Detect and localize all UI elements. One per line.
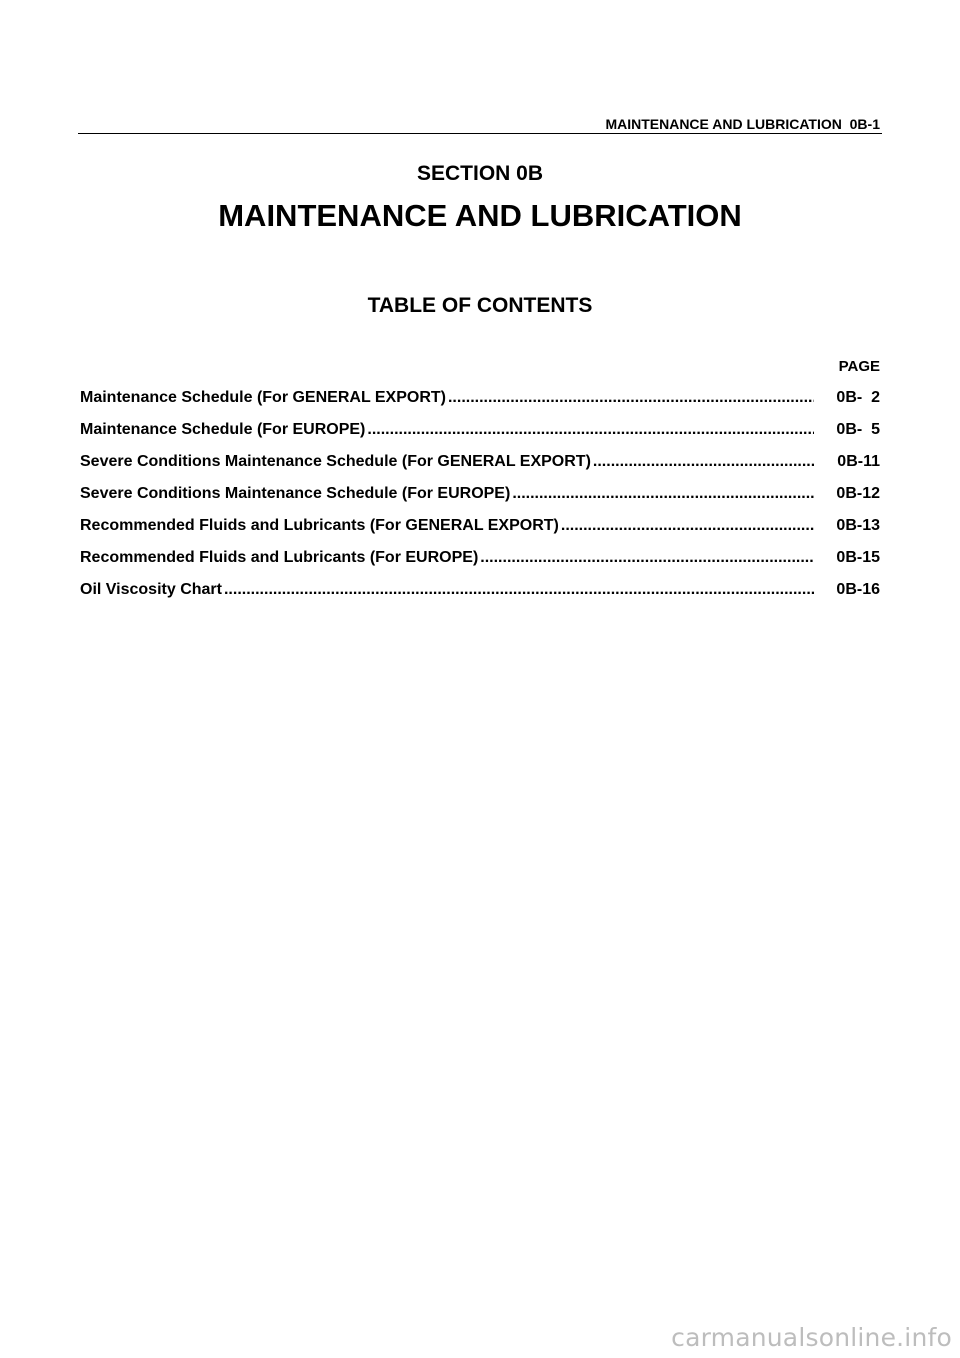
toc-entry-page: 0B-15 — [836, 549, 880, 566]
toc-entry-title: Recommended Fluids and Lubricants (For EUROPE) — [80, 549, 479, 566]
toc-entry-page: 0B- 2 — [836, 389, 880, 406]
toc-title: TABLE OF CONTENTS — [367, 294, 593, 317]
toc-entry-title: Severe Conditions Maintenance Schedule (For GENERAL EXPORT) — [80, 453, 591, 470]
toc-leader-dots — [561, 517, 814, 535]
toc-list — [80, 389, 880, 613]
toc-leader-dots — [593, 453, 814, 471]
toc-entry-page: 0B-12 — [836, 485, 880, 502]
toc-entry-page: 0B-13 — [836, 517, 880, 534]
toc-leader-dots — [224, 581, 814, 599]
section-title: MAINTENANCE AND LUBRICATION — [218, 198, 742, 233]
toc-entry[interactable] — [80, 581, 880, 613]
toc-entry[interactable] — [80, 549, 880, 581]
running-header: MAINTENANCE AND LUBRICATION 0B-1 — [605, 116, 880, 132]
toc-entry-title: Maintenance Schedule (For EUROPE) — [80, 421, 366, 438]
toc-entry[interactable] — [80, 453, 880, 485]
toc-leader-dots — [448, 389, 814, 407]
toc-entry-page: 0B-16 — [836, 581, 880, 598]
toc-entry[interactable] — [80, 389, 880, 421]
toc-entry-title: Severe Conditions Maintenance Schedule (For EUROPE) — [80, 485, 511, 502]
toc-entry-title: Recommended Fluids and Lubricants (For GENERAL EXPORT) — [80, 517, 559, 534]
toc-entry-title: Oil Viscosity Chart — [80, 581, 222, 598]
toc-entry-page: 0B- 5 — [836, 421, 880, 438]
toc-page-column-label: PAGE — [838, 358, 880, 375]
toc-entry[interactable] — [80, 485, 880, 517]
toc-entry[interactable] — [80, 517, 880, 549]
toc-entry-page: 0B-11 — [837, 453, 880, 470]
toc-leader-dots — [367, 421, 814, 439]
section-label: SECTION 0B — [416, 162, 544, 185]
toc-leader-dots — [480, 549, 814, 567]
toc-entry-title: Maintenance Schedule (For GENERAL EXPORT) — [80, 389, 446, 406]
toc-entry[interactable] — [80, 421, 880, 453]
toc-leader-dots — [512, 485, 814, 503]
watermark: carmanualsonline.info — [671, 1323, 952, 1352]
header-rule — [78, 133, 882, 134]
